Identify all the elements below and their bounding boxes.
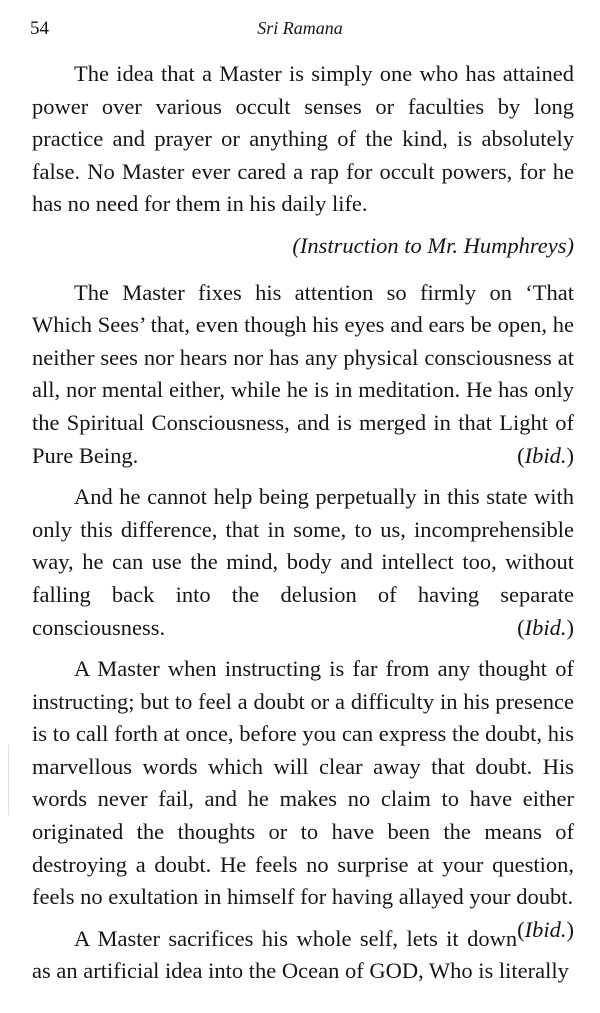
citation-humphreys: (Instruction to Mr. Humphreys): [292, 232, 574, 258]
paragraph-text: The idea that a Master is simply one who has attained power over various occult senses or faculties by long practice and prayer or anything of the kind, is absolutely false. No Master ever cared a rap for occult powers, for he has no need for them in his daily life.: [32, 61, 574, 217]
paragraph-5: [32, 923, 574, 988]
citation-ibid: (Ibid.): [517, 916, 574, 942]
paragraph-4: [32, 653, 574, 942]
paragraph-text: And he cannot help being perpetually in this state with only this difference, that in some, to us, incomprehensible way, he can use the mind, body and intellect too, without falling back into the delusion of having separate consciousness.: [32, 484, 574, 640]
paragraph-text: A Master sacrifices his whole self, lets it down as an artificial idea into the Ocean of GOD, Who is literally: [32, 925, 569, 984]
citation-ibid: (Ibid.): [517, 614, 574, 640]
paragraph-2: [32, 277, 574, 473]
citation-ibid: (Ibid.): [517, 442, 574, 468]
page-header: [30, 18, 570, 46]
margin-mark: [8, 745, 9, 815]
body-text: [32, 58, 574, 997]
paragraph-text: The Master fixes his attention so firmly on ‘That Which Sees’ that, even though his eyes and ears be open, he neither sees nor hears nor has any physical consciousness at all, nor mental either, while he is in meditation. He has only the Spiritual Consciousness, and is merged in that Light of Pure Being.: [32, 279, 574, 468]
page-number: 54: [30, 18, 49, 39]
paragraph-1: [32, 58, 574, 221]
paragraph-3: [32, 481, 574, 644]
paragraph-text: A Master when instructing is far from any thought of instructing; but to feel a doubt or a difficulty in his presence is to call forth at once, before you can express the doubt, his marvellous words which will clear away that doubt. His words never fail, and he makes no claim to have either originated the thoughts or to have been the means of destroying a doubt. He feels no surprise at your question, feels no exultation in himself for having allayed your doubt.: [32, 656, 574, 910]
running-title: Sri Ramana: [257, 18, 343, 38]
